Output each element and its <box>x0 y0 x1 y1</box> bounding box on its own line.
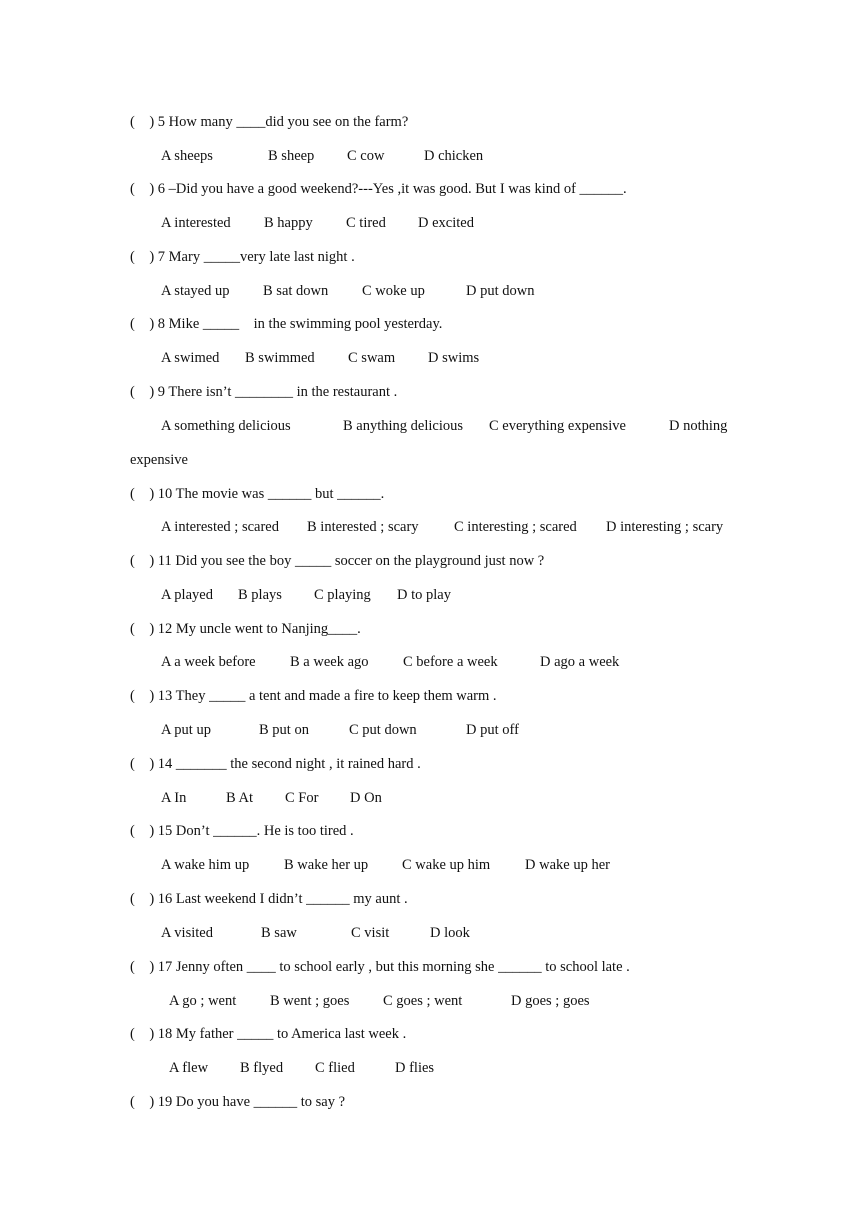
question-6-option-b: B happy <box>264 215 313 231</box>
question-7-stem: ( ) 7 Mary _____very late last night . <box>130 249 355 265</box>
question-11-option-a: A played <box>161 587 213 603</box>
question-18-option-b: B flyed <box>240 1060 284 1076</box>
question-9-option-d: D nothing <box>669 418 728 434</box>
question-17-option-b: B went ; goes <box>270 993 350 1009</box>
question-10-option-d: D interesting ; scary <box>606 519 724 535</box>
question-16-option-b: B saw <box>261 925 297 941</box>
question-7-option-c: C woke up <box>362 283 425 299</box>
question-18-option-d: D flies <box>395 1060 435 1076</box>
question-6-option-c: C tired <box>346 215 386 231</box>
question-11-option-b: B plays <box>238 587 282 603</box>
question-13-option-b: B put on <box>259 722 309 738</box>
question-5-stem: ( ) 5 How many ____did you see on the farm? <box>130 114 409 130</box>
question-9-option-d-continuation: expensive <box>130 452 188 468</box>
question-17-option-d: D goes ; goes <box>511 993 590 1009</box>
question-10-option-c: C interesting ; scared <box>454 519 577 535</box>
question-12-stem: ( ) 12 My uncle went to Nanjing____. <box>130 621 361 637</box>
question-17-option-a: A go ; went <box>169 993 237 1009</box>
question-12-option-d: D ago a week <box>540 654 620 670</box>
question-6-stem: ( ) 6 –Did you have a good weekend?---Yes ,it was good. But I was kind of ______. <box>130 181 627 197</box>
question-11-option-c: C playing <box>314 587 371 603</box>
question-15-stem: ( ) 15 Don’t ______. He is too tired . <box>130 823 354 839</box>
question-9-option-b: B anything delicious <box>343 418 464 434</box>
question-7-option-a: A stayed up <box>161 283 230 299</box>
question-18-stem: ( ) 18 My father _____ to America last week . <box>130 1026 407 1042</box>
question-18-option-c: C flied <box>315 1060 355 1076</box>
question-12-option-a: A a week before <box>161 654 256 670</box>
question-13-option-d: D put off <box>466 722 519 738</box>
question-15-option-c: C wake up him <box>402 857 491 873</box>
question-13-stem: ( ) 13 They _____ a tent and made a fire to keep them warm . <box>130 688 497 704</box>
question-15-option-d: D wake up her <box>525 857 610 873</box>
question-19-stem: ( ) 19 Do you have ______ to say ? <box>130 1094 346 1110</box>
question-5-option-c: C cow <box>347 148 385 164</box>
question-7-option-b: B sat down <box>263 283 329 299</box>
question-16-option-c: C visit <box>351 925 390 941</box>
question-14-option-d: D On <box>350 790 382 806</box>
question-8-option-c: C swam <box>348 350 396 366</box>
question-14-option-a: A In <box>161 790 187 806</box>
question-8-option-d: D swims <box>428 350 480 366</box>
question-11-stem: ( ) 11 Did you see the boy _____ soccer on the playground just now ? <box>130 553 545 569</box>
question-9-option-a: A something delicious <box>161 418 291 434</box>
question-17-option-c: C goes ; went <box>383 993 463 1009</box>
question-14-option-b: B At <box>226 790 253 806</box>
question-12-option-c: C before a week <box>403 654 498 670</box>
question-8-stem: ( ) 8 Mike _____ in the swimming pool yesterday. <box>130 316 443 332</box>
question-9-stem: ( ) 9 There isn’t ________ in the restaurant . <box>130 384 398 400</box>
question-16-stem: ( ) 16 Last weekend I didn’t ______ my aunt . <box>130 891 408 907</box>
question-14-option-c: C For <box>285 790 319 806</box>
question-15-option-a: A wake him up <box>161 857 250 873</box>
question-7-option-d: D put down <box>466 283 535 299</box>
question-11-option-d: D to play <box>397 587 451 603</box>
question-8-option-a: A swimed <box>161 350 220 366</box>
question-5-option-b: B sheep <box>268 148 315 164</box>
question-10-option-b: B interested ; scary <box>307 519 419 535</box>
question-5-option-a: A sheeps <box>161 148 213 164</box>
question-6-option-a: A interested <box>161 215 231 231</box>
question-12-option-b: B a week ago <box>290 654 369 670</box>
question-13-option-a: A put up <box>161 722 211 738</box>
question-10-stem: ( ) 10 The movie was ______ but ______. <box>130 486 385 502</box>
question-16-option-d: D look <box>430 925 470 941</box>
question-15-option-b: B wake her up <box>284 857 369 873</box>
question-8-option-b: B swimmed <box>245 350 315 366</box>
question-5-option-d: D chicken <box>424 148 484 164</box>
question-6-option-d: D excited <box>418 215 474 231</box>
question-13-option-c: C put down <box>349 722 417 738</box>
question-16-option-a: A visited <box>161 925 213 941</box>
question-18-option-a: A flew <box>169 1060 209 1076</box>
question-17-stem: ( ) 17 Jenny often ____ to school early , but this morning she ______ to school late . <box>130 959 630 975</box>
question-9-option-c: C everything expensive <box>489 418 626 434</box>
question-10-option-a: A interested ; scared <box>161 519 279 535</box>
question-14-stem: ( ) 14 _______ the second night , it rained hard . <box>130 756 421 772</box>
